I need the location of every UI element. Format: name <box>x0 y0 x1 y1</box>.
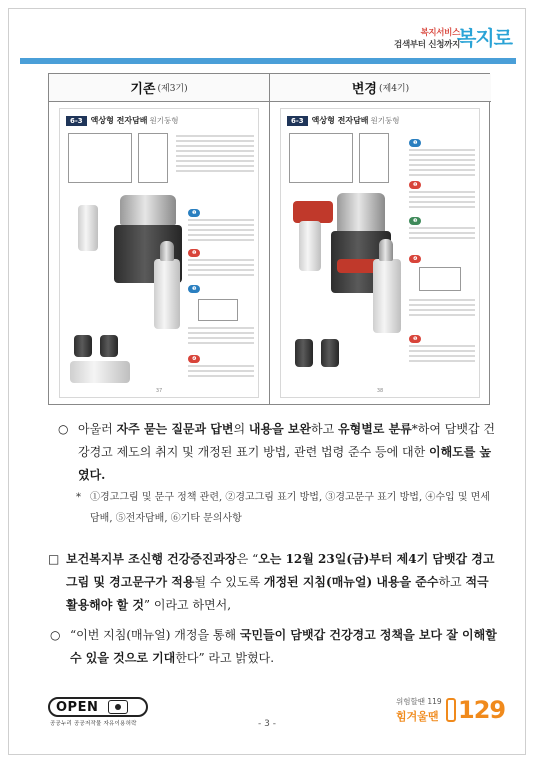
thumb-box <box>70 361 130 383</box>
label-warning-image: ❶ <box>409 139 421 147</box>
footnote-text: ①경고그림 및 문구 정책 관련, ②경고그림 표기 방법, ③경고문구 표기 방법, ④수입 및 면세 담배, ⑤전자담배, ⑥기타 문의사항 <box>90 492 490 524</box>
circle-bullet: ○ <box>58 422 69 436</box>
section-number: 6-3 <box>287 116 308 126</box>
brand-logo-block <box>372 22 512 56</box>
label-warning-image: ❶ <box>188 209 200 217</box>
section-number: 6-3 <box>66 116 87 126</box>
dropper-bottle-illustration <box>373 259 401 333</box>
spec-lines-4 <box>409 299 475 319</box>
phone-icon <box>446 698 456 722</box>
column-before-sub: (제3기) <box>157 84 188 94</box>
open-badge-caption: 공공누리 공공저작물 자유이용허락 <box>50 721 137 727</box>
paragraph-text: “이번 지침(매뉴얼) 개정을 통해 국민들이 담뱃갑 건강경고 정책을 보다 잘 이해할 수 있을 것으로 기대한다” 라고 밝혔다. <box>70 628 497 665</box>
mini-page-number: 37 <box>155 388 163 394</box>
package-diagram <box>68 133 132 183</box>
package-diagram <box>289 133 353 183</box>
open-word: OPEN <box>56 699 99 715</box>
paragraph-text: 아울러 자주 묻는 질문과 답변의 내용을 보완하고 유형별로 분류*하여 담뱃갑 건강경고 제도의 취지 및 개정된 표기 방법, 관련 법령 준수 등에 대한 이해도를 높였다. <box>78 422 495 482</box>
helpline-number: 129 <box>458 696 506 724</box>
spec-lines-3 <box>409 227 475 242</box>
page-number: - 3 - <box>258 719 276 729</box>
paragraph-faq-update <box>58 418 498 487</box>
spec-lines-5 <box>188 365 254 380</box>
thumb-bottle-1 <box>295 339 313 367</box>
column-after-title: 변경 <box>351 82 377 97</box>
section-title: 액상형 전자담배 원기둥형 <box>311 116 400 125</box>
brand-tagline-1: 복지서비스 <box>420 28 460 38</box>
spec-lines-1 <box>409 149 475 179</box>
thumb-bottle-2 <box>100 335 118 357</box>
manual-page-after <box>280 108 480 398</box>
circle-bullet: ○ <box>50 628 61 642</box>
column-after-sub: (제4기) <box>378 84 410 94</box>
label-b: ❹ <box>409 255 421 263</box>
header-rule <box>20 58 516 64</box>
paragraph-text: 보건복지부 조신행 건강증진과장은 “오는 12월 23일(금)부터 제4기 담뱃갑 경고그림 및 경고문구가 적용될 수 있도록 개정된 지침(매뉴얼) 내용을 준수하고 적극 활용해야 할 것” 이라고 하면서, <box>66 552 495 612</box>
brand-tagline-2: 검색부터 신청까지 <box>394 40 460 50</box>
asterisk-bullet: * <box>76 492 81 503</box>
mini-page-number: 38 <box>376 388 384 394</box>
manual-page-before <box>59 108 259 398</box>
label-warning-text: ❷ <box>409 181 421 189</box>
spec-lines <box>176 135 254 175</box>
dropper-bottle-illustration <box>154 259 180 329</box>
label-ingredient: ❺ <box>409 335 421 343</box>
red-warning-band <box>293 201 333 223</box>
bottle-cap-illustration <box>337 193 385 233</box>
column-before-header <box>49 74 269 102</box>
column-before <box>49 74 270 404</box>
thumb-bottle-2 <box>321 339 339 367</box>
spec-lines-3 <box>188 259 254 279</box>
sheet-title-before <box>66 115 179 126</box>
square-bullet: □ <box>48 552 60 566</box>
section-title: 액상형 전자담배 원기둥형 <box>90 116 179 125</box>
thumb-bottle-1 <box>74 335 92 357</box>
label-a: ❸ <box>409 217 421 225</box>
paragraph-expectation <box>50 624 498 670</box>
spec-lines-5 <box>409 345 475 365</box>
dropper-cap-illustration <box>379 239 393 261</box>
warning-b-box <box>419 267 461 291</box>
bottle-cap-illustration <box>120 195 176 225</box>
helpline-text-2: 힘겨울땐 <box>396 710 439 723</box>
package-diagram-side <box>138 133 168 183</box>
column-after <box>270 74 491 404</box>
bokjiro-logo: 복지로 <box>457 26 512 50</box>
attribution-icon <box>108 700 128 714</box>
spec-lines-2 <box>188 219 254 244</box>
spec-lines-2 <box>409 191 475 211</box>
warning-b-box <box>198 299 238 321</box>
column-after-header <box>270 74 491 102</box>
paragraph-director-quote <box>48 548 498 617</box>
label-ingredient: ❹ <box>188 355 200 363</box>
sheet-title-after <box>287 115 400 126</box>
package-diagram-side <box>359 133 389 183</box>
helpline-text-1: 위험할땐 119 <box>396 697 442 706</box>
comparison-table <box>48 73 490 405</box>
bottle-illustration <box>78 205 98 251</box>
label-warning-text: ❷ <box>188 249 200 257</box>
dropper-cap-illustration <box>160 241 174 261</box>
footnote-categories <box>76 487 496 529</box>
column-before-title: 기존 <box>130 82 156 97</box>
label-b: ❸ <box>188 285 200 293</box>
bottle-illustration <box>299 221 321 271</box>
helpline-badge <box>396 694 506 730</box>
spec-lines-4 <box>188 327 254 347</box>
open-badge-main <box>48 697 148 717</box>
